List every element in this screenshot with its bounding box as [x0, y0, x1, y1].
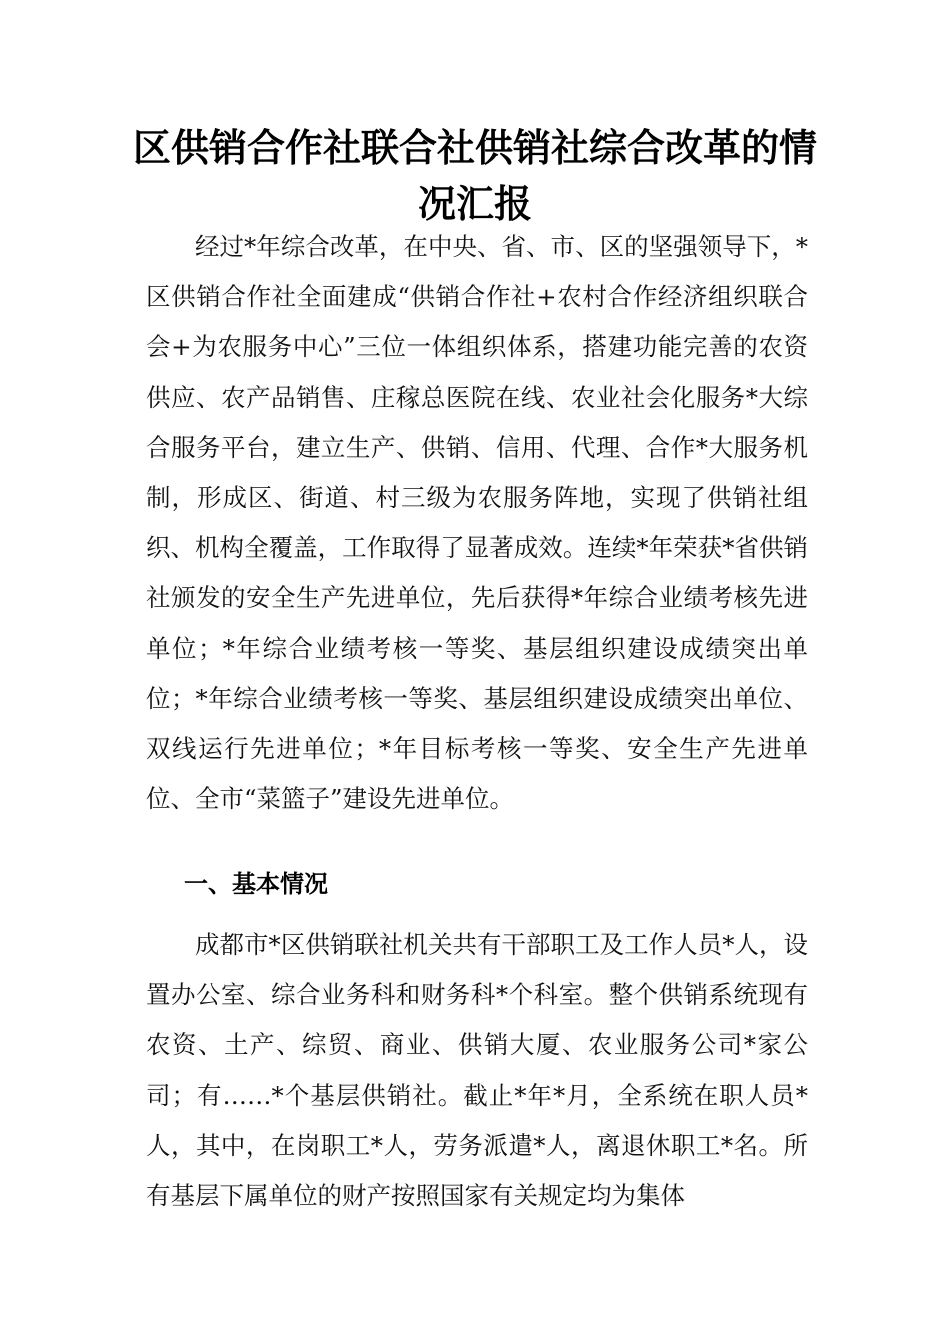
basic-situation-paragraph: 成都市*区供销联社机关共有干部职工及工作人员*人，设置办公室、综合业务科和财务科*个科室。整个供销系统现有农资、土产、综贸、商业、供销大厦、农业服务公司*家公司；有……*个基层供销社。截止*年*月，全系统在职人员*人，其中，在岗职工*人，劳务派遣*人，离退休职工*名。所有基层下属单位的财产按照国家有关规定均为集体 [146, 930, 808, 1211]
document-title [0, 120, 950, 232]
section-heading-basic-situation: 一、基本情况 [184, 870, 328, 898]
document-title-line-1: 区供销合作社联合社供销社综合改革的情 [132, 125, 817, 170]
document-title-line-2: 况汇报 [417, 181, 532, 226]
intro-paragraph: 经过*年综合改革，在中央、省、市、区的坚强领导下，*区供销合作社全面建成“供销合作社+农村合作经济组织联合会+为农服务中心”三位一体组织体系，搭建功能完善的农资供应、农产品销售、庄稼总医院在线、农业社会化服务*大综合服务平台，建立生产、供销、信用、代理、合作*大服务机制，形成区、街道、村三级为农服务阵地，实现了供销社组织、机构全覆盖，工作取得了显著成效。连续*年荣获*省供销社颁发的安全生产先进单位，先后获得*年综合业绩考核先进单位；*年综合业绩考核一等奖、基层组织建设成绩突出单位；*年综合业绩考核一等奖、基层组织建设成绩突出单位、双线运行先进单位；*年目标考核一等奖、安全生产先进单位、全市“菜篮子”建设先进单位。 [146, 232, 808, 814]
